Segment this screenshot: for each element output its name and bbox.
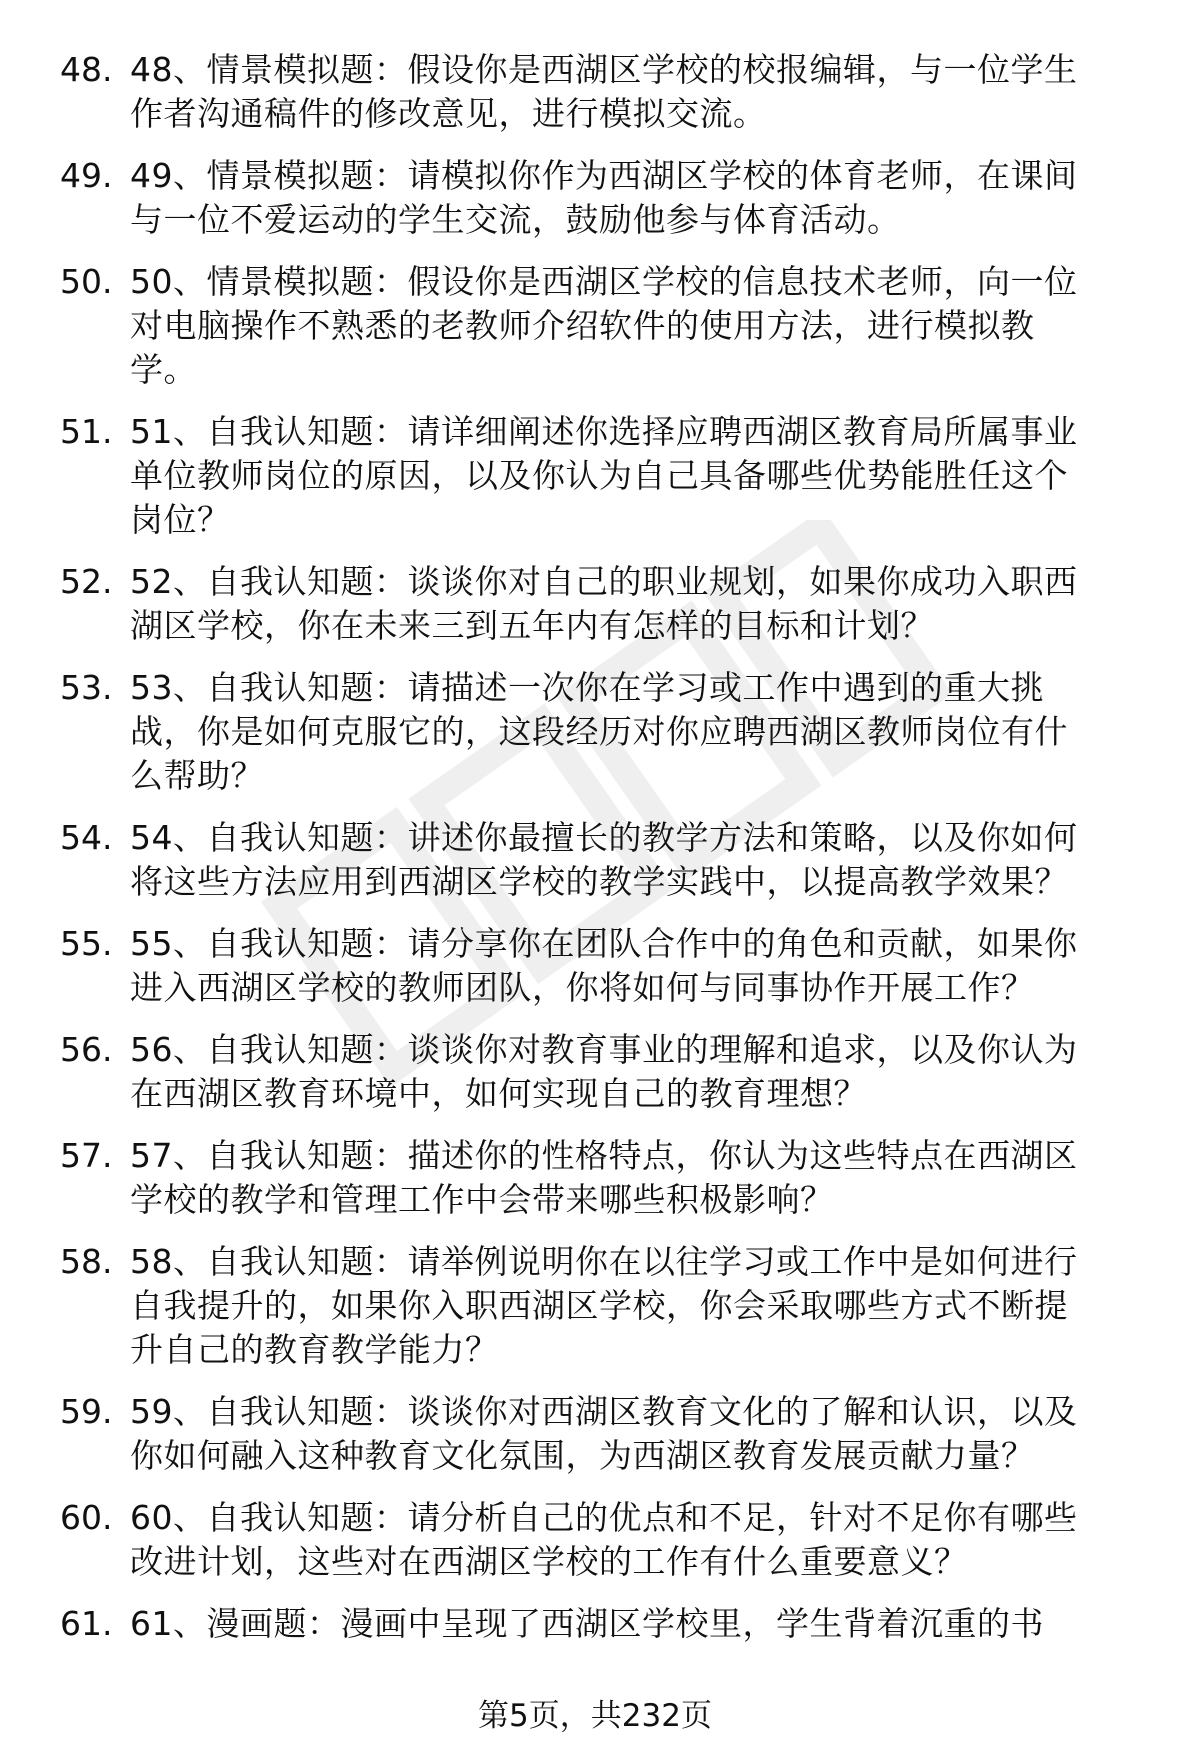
item-number: 53. <box>60 668 113 707</box>
list-item <box>60 1602 1150 1646</box>
list-item <box>60 1134 1150 1222</box>
list-item <box>60 1028 1150 1116</box>
list-item <box>60 154 1150 242</box>
item-text: 49、情景模拟题：请模拟你作为西湖区学校的体育老师，在课间 与一位不爱运动的学生交流，鼓励他参与体育活动。 <box>130 156 1078 239</box>
item-number: 55. <box>60 924 113 963</box>
item-text: 51、自我认知题：请详细阐述你选择应聘西湖区教育局所属事业 单位教师岗位的原因，以及你认为自己具备哪些优势能胜任这个 岗位？ <box>130 412 1078 539</box>
list-item <box>60 816 1150 904</box>
item-text: 61、漫画题：漫画中呈现了西湖区学校里，学生背着沉重的书 <box>130 1604 1044 1643</box>
item-number: 59. <box>60 1392 113 1431</box>
item-text: 52、自我认知题：谈谈你对自己的职业规划，如果你成功入职西 湖区学校，你在未来三到五年内有怎样的目标和计划？ <box>130 562 1078 645</box>
item-text: 55、自我认知题：请分享你在团队合作中的角色和贡献，如果你 进入西湖区学校的教师团队，你将如何与同事协作开展工作？ <box>130 924 1078 1007</box>
item-number: 57. <box>60 1136 113 1175</box>
item-text: 59、自我认知题：谈谈你对西湖区教育文化的了解和认识，以及 你如何融入这种教育文化氛围，为西湖区教育发展贡献力量？ <box>130 1392 1078 1475</box>
list-item <box>60 666 1150 798</box>
page-footer: 第5页，共232页 <box>478 1698 712 1734</box>
item-number: 58. <box>60 1242 113 1281</box>
list-item <box>60 922 1150 1010</box>
list-item <box>60 1390 1150 1478</box>
item-number: 51. <box>60 412 113 451</box>
list-item <box>60 560 1150 648</box>
item-number: 52. <box>60 562 113 601</box>
item-number: 50. <box>60 262 113 301</box>
list-item <box>60 1240 1150 1372</box>
item-number: 60. <box>60 1498 113 1537</box>
item-number: 49. <box>60 156 113 195</box>
item-text: 56、自我认知题：谈谈你对教育事业的理解和追求，以及你认为 在西湖区教育环境中，如何实现自己的教育理想？ <box>130 1030 1078 1113</box>
list-item <box>60 48 1150 136</box>
item-text: 58、自我认知题：请举例说明你在以往学习或工作中是如何进行 自我提升的，如果你入职西湖区学校，你会采取哪些方式不断提 升自己的教育教学能力？ <box>130 1242 1078 1369</box>
list-item <box>60 1496 1150 1584</box>
item-text: 54、自我认知题：讲述你最擅长的教学方法和策略，以及你如何 将这些方法应用到西湖区学校的教学实践中，以提高教学效果？ <box>130 818 1078 901</box>
item-number: 54. <box>60 818 113 857</box>
item-text: 48、情景模拟题：假设你是西湖区学校的校报编辑，与一位学生 作者沟通稿件的修改意见，进行模拟交流。 <box>130 50 1078 133</box>
item-text: 57、自我认知题：描述你的性格特点，你认为这些特点在西湖区 学校的教学和管理工作中会带来哪些积极影响？ <box>130 1136 1078 1219</box>
list-item <box>60 260 1150 392</box>
item-text: 60、自我认知题：请分析自己的优点和不足，针对不足你有哪些 改进计划，这些对在西湖区学校的工作有什么重要意义？ <box>130 1498 1078 1581</box>
list-item <box>60 410 1150 542</box>
item-number: 61. <box>60 1604 113 1643</box>
item-number: 48. <box>60 50 113 89</box>
item-text: 53、自我认知题：请描述一次你在学习或工作中遇到的重大挑 战，你是如何克服它的，这段经历对你应聘西湖区教师岗位有什 么帮助？ <box>130 668 1068 795</box>
item-number: 56. <box>60 1030 113 1069</box>
item-text: 50、情景模拟题：假设你是西湖区学校的信息技术老师，向一位 对电脑操作不熟悉的老教师介绍软件的使用方法，进行模拟教 学。 <box>130 262 1078 389</box>
question-list <box>60 48 1150 1664</box>
